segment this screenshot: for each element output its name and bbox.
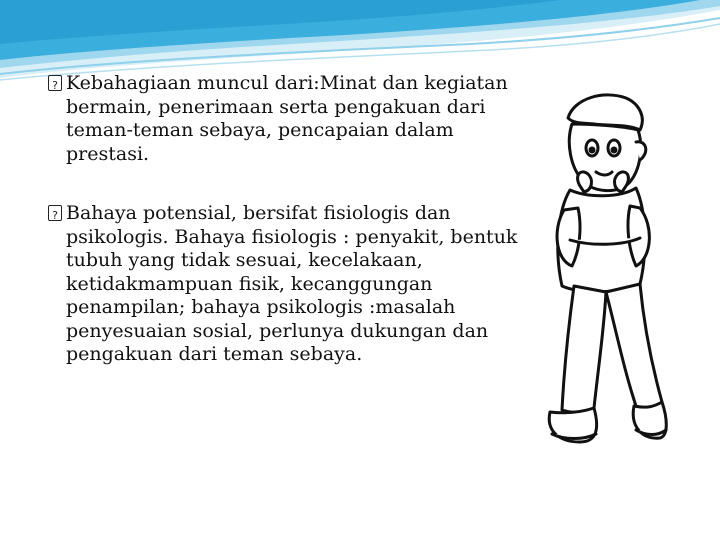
bullet-list bbox=[48, 72, 518, 367]
bullet-text: Bahaya potensial, bersifat fisiologis dan psikologis. Bahaya fisiologis : penyakit, bentuk tubuh yang tidak sesuai, kecelakaan, ketidakmampuan fisik, kecanggungan penampilan; bahaya psikologis :masalah penyesuaian sosial, perlunya dukungan dan pengakuan dari teman sebaya. bbox=[66, 202, 518, 365]
missing-glyph-box-icon bbox=[48, 205, 62, 221]
missing-glyph-box-icon bbox=[48, 75, 62, 91]
bullet-item bbox=[48, 72, 518, 166]
shy-boy-cartoon-icon bbox=[540, 90, 668, 465]
bullet-item bbox=[48, 202, 518, 367]
bullet-text: Kebahagiaan muncul dari:Minat dan kegiatan bermain, penerimaan serta pengakuan dari teman-teman sebaya, pencapaian dalam prestasi. bbox=[66, 72, 508, 165]
